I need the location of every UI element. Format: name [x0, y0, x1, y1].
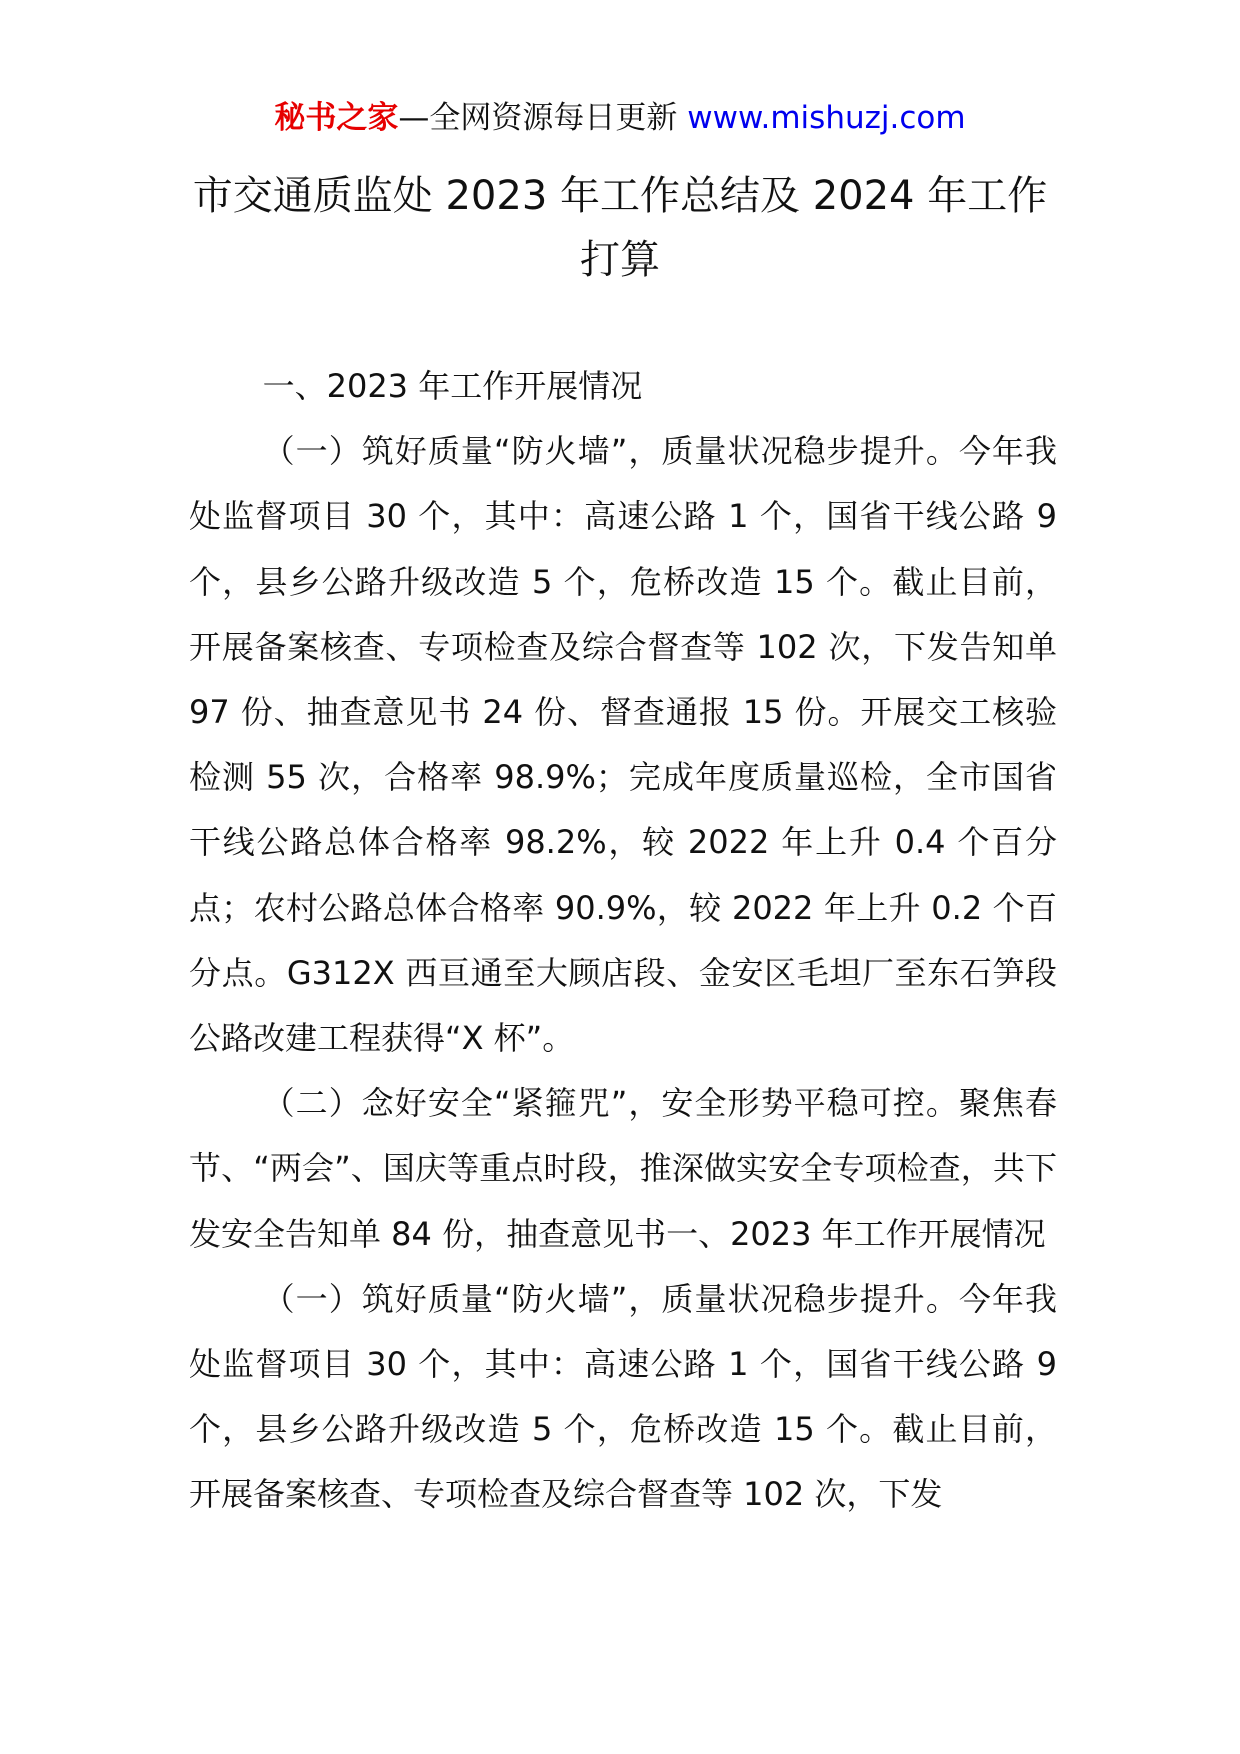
document-title: [150, 164, 1090, 292]
paragraph-quality-repeat: （一）筑好质量“防火墙”，质量状况稳步提升。今年我处监督项目 30 个，其中：高速公路 1 个，国省干线公路 9 个，县乡公路升级改造 5 个，危桥改造 15 个。截止目前，开展备案核查、专项检查及综合督查等 102 次，下发: [189, 1279, 1057, 1514]
document-body: [189, 354, 1057, 1528]
paragraph-safety: （二）念好安全“紧箍咒”，安全形势平稳可控。聚焦春节、“两会”、国庆等重点时段，推深做实安全专项检查，共下发安全告知单 84 份，抽查意见书一、2023 年工作开展情况: [189, 1084, 1057, 1253]
brand-name: 秘书之家: [274, 100, 399, 136]
header-slogan: —全网资源每日更新: [398, 100, 688, 136]
site-header: [0, 98, 1240, 138]
title-line-1: 市交通质监处 2023 年工作总结及 2024 年工作: [192, 173, 1048, 219]
section-heading: 一、2023 年工作开展情况: [262, 367, 643, 405]
paragraph-quality: （一）筑好质量“防火墙”，质量状况稳步提升。今年我处监督项目 30 个，其中：高速公路 1 个，国省干线公路 9 个，县乡公路升级改造 5 个，危桥改造 15 个。截止目前，开展备案核查、专项检查及综合督查等 102 次，下发告知单 97 份、抽查意见书 24 份、督查通报 15 份。开展交工核验检测 55 次，合格率 98.9%；完成年度质量巡检，全市国省干线公路总体合格率 98.2%，较 2022 年上升 0.4 个百分点；农村公路总体合格率 90.9%，较 2022 年上升 0.2 个百分点。G312X 西亘通至大顾店段、金安区毛坦厂至东石笋段公路改建工程获得“X 杯”。: [189, 432, 1057, 1058]
site-url[interactable]: www.mishuzj.com: [687, 100, 966, 136]
title-line-2: 打算: [580, 237, 660, 283]
